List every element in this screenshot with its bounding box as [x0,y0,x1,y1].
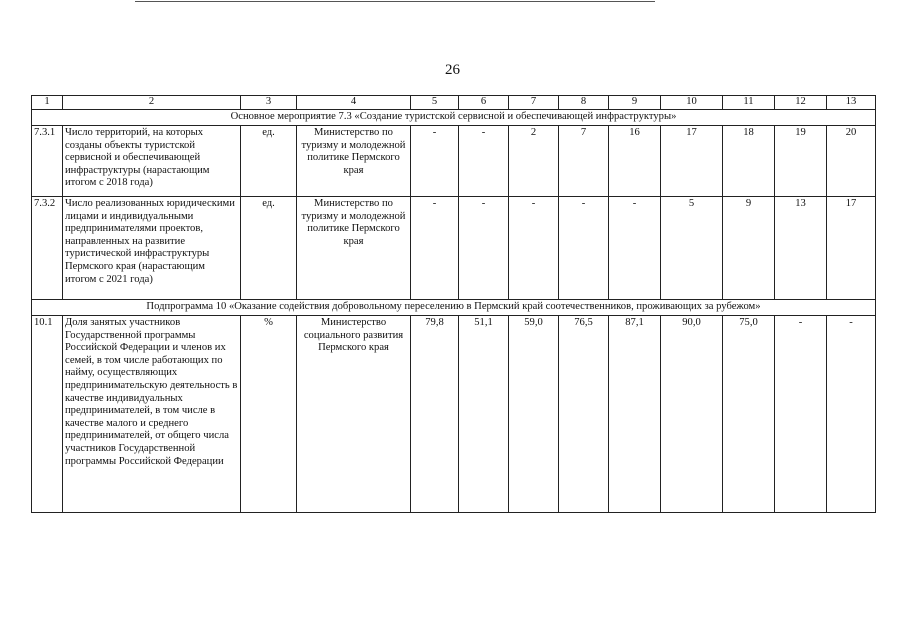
header-cell: 6 [459,96,509,110]
value-cell: 79,8 [411,316,459,513]
value-cell: 51,1 [459,316,509,513]
header-cell: 12 [775,96,827,110]
indicators-table [31,95,876,513]
unit-cell: % [241,316,297,513]
value-cell: 7 [559,126,609,197]
row-number: 10.1 [32,316,63,513]
indicator-name: Число реализованных юридическими лицами и индивидуальными предпринимателями проектов, направленных на развитие туристической инфраструктуры Пермского края (нарастающим итогом с 2021 года) [63,197,241,300]
value-cell: 76,5 [559,316,609,513]
responsible-org: Министерство по туризму и молодежной политике Пермского края [297,197,411,300]
value-cell: 87,1 [609,316,661,513]
header-cell: 5 [411,96,459,110]
value-cell: 17 [827,197,876,300]
column-number-header-row [32,96,876,110]
header-cell: 10 [661,96,723,110]
responsible-org: Министерство социального развития Пермского края [297,316,411,513]
value-cell: 13 [775,197,827,300]
row-number: 7.3.1 [32,126,63,197]
value-cell: 18 [723,126,775,197]
value-cell: 20 [827,126,876,197]
page-top-edge-line [135,1,655,2]
indicator-name: Число территорий, на которых созданы объекты туристской сервисной и обеспечивающей инфраструктуры (нарастающим итогом с 2018 года) [63,126,241,197]
value-cell: - [827,316,876,513]
value-cell: 59,0 [509,316,559,513]
value-cell: - [459,197,509,300]
header-cell: 1 [32,96,63,110]
page-number: 26 [445,62,460,78]
header-cell: 9 [609,96,661,110]
indicator-name: Доля занятых участников Государственной программы Российской Федерации и членов их семей, в том числе работающих по найму, осуществляющих предпринимательскую деятельность в качестве индивидуальных предпринимателей, в том числе в качестве малого и среднего предпринимателей, от общего числа участников Государственной программы Российской Федерации [63,316,241,513]
value-cell: - [609,197,661,300]
header-cell: 3 [241,96,297,110]
header-cell: 4 [297,96,411,110]
value-cell: - [459,126,509,197]
value-cell: - [559,197,609,300]
table-row [32,126,876,197]
section-title: Основное мероприятие 7.3 «Создание туристской сервисной и обеспечивающей инфраструктуры» [32,110,876,126]
value-cell: 5 [661,197,723,300]
header-cell: 2 [63,96,241,110]
value-cell: 16 [609,126,661,197]
section-header-row [32,300,876,316]
header-cell: 7 [509,96,559,110]
header-cell: 11 [723,96,775,110]
value-cell: 75,0 [723,316,775,513]
value-cell: 90,0 [661,316,723,513]
table-row [32,316,876,513]
header-cell: 13 [827,96,876,110]
value-cell: 17 [661,126,723,197]
value-cell: 9 [723,197,775,300]
section-title: Подпрограмма 10 «Оказание содействия добровольному переселению в Пермский край соотечественников, проживающих за рубежом» [32,300,876,316]
section-header-row [32,110,876,126]
responsible-org: Министерство по туризму и молодежной политике Пермского края [297,126,411,197]
value-cell: 2 [509,126,559,197]
header-cell: 8 [559,96,609,110]
value-cell: - [775,316,827,513]
unit-cell: ед. [241,126,297,197]
value-cell: - [411,126,459,197]
value-cell: - [411,197,459,300]
value-cell: - [509,197,559,300]
table-row [32,197,876,300]
value-cell: 19 [775,126,827,197]
row-number: 7.3.2 [32,197,63,300]
unit-cell: ед. [241,197,297,300]
